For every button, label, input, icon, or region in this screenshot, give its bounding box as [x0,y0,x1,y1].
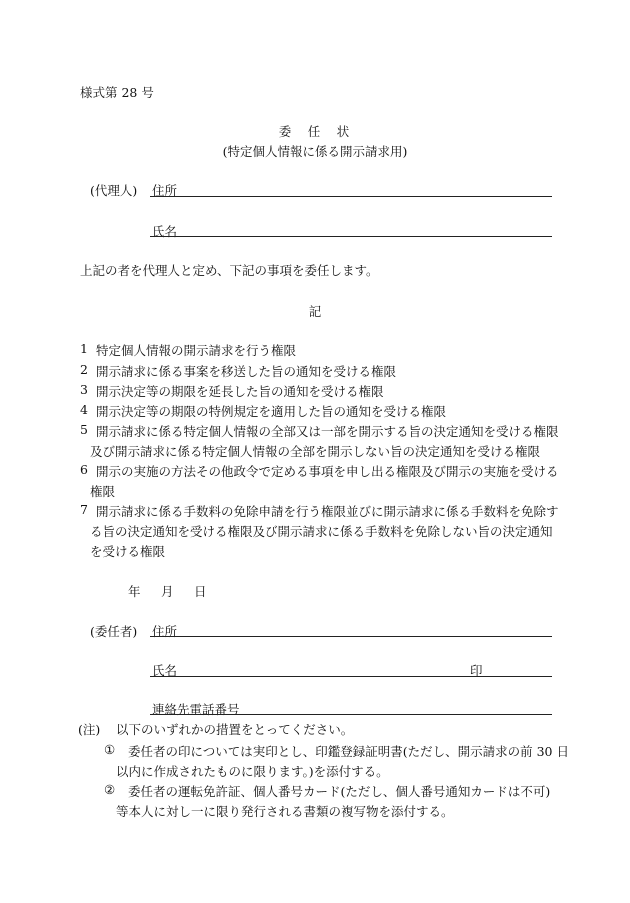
list-item-text: を受ける権限 [90,544,166,559]
note-item-mark: ② [104,782,116,797]
note-item-text: 以内に作成されたものに限ります。)を添付する。 [116,764,389,779]
list-item-text: 開示請求に係る特定個人情報の全部又は一部を開示する旨の決定通知を受ける権限 [96,424,559,439]
note-intro: 以下のいずれかの措置をとってください。 [116,722,354,737]
principal-phone-field[interactable] [150,714,552,715]
note-item-text: 等本人に対し一に限り発行される書類の複写物を添付する。 [116,804,454,819]
list-item-number: 7 [80,502,88,517]
date-line: 年 月 日 [128,584,211,599]
list-item-number: 6 [80,462,88,477]
principal-role-label: (委任者) [90,624,138,639]
principal-phone-label: 連絡先電話番号 [152,702,240,717]
document-subtitle: (特定個人情報に係る開示請求用) [222,144,408,159]
agent-address-field[interactable] [150,196,552,197]
form-number: 様式第 28 号 [80,85,154,100]
agent-address-label: 住所 [152,183,178,198]
agent-role-label: (代理人) [90,183,138,198]
list-item-text: 開示請求に係る手数料の免除申請を行う権限並びに開示請求に係る手数料を免除す [96,504,559,519]
note-item-text: 委任者の運転免許証、個人番号カード(ただし、個人番号通知カードは不可) [128,784,551,799]
list-item-number: 5 [80,422,88,437]
principal-name-field[interactable] [150,676,552,677]
list-item-number: 2 [80,362,88,377]
list-item-text: 開示の実施の方法その他政令で定める事項を申し出る権限及び開示の実施を受ける [96,464,559,479]
list-item-text: 特定個人情報の開示請求を行う権限 [96,343,297,358]
list-item-text: 権限 [90,484,116,499]
principal-name-label: 氏名 [152,663,178,678]
agent-name-label: 氏名 [152,224,178,239]
document-title: 委 任 状 [278,124,352,139]
seal-label: 印 [470,663,483,678]
list-item-number: 3 [80,382,88,397]
list-item-number: 4 [80,402,88,417]
list-item-text: る旨の決定通知を受ける権限及び開示請求に係る手数料を免除しない旨の決定通知 [90,524,553,539]
note-item-mark: ① [104,742,116,757]
list-item-text: 開示請求に係る事案を移送した旨の通知を受ける権限 [96,364,397,379]
intro-text: 上記の者を代理人と定め、下記の事項を委任します。 [80,263,379,278]
note-label: (注) [78,722,101,737]
list-item-text: 及び開示請求に係る特定個人情報の全部を開示しない旨の決定通知を受ける権限 [90,444,541,459]
list-item-text: 開示決定等の期限の特例規定を適用した旨の通知を受ける権限 [96,404,447,419]
agent-name-field[interactable] [150,236,552,237]
ki-heading: 記 [308,304,322,319]
principal-address-label: 住所 [152,624,178,639]
list-item-text: 開示決定等の期限を延長した旨の通知を受ける権限 [96,384,384,399]
principal-address-field[interactable] [150,636,552,637]
list-item-number: 1 [80,341,88,356]
note-item-text: 委任者の印については実印とし、印鑑登録証明書(ただし、開示請求の前 30 日 [128,744,569,759]
